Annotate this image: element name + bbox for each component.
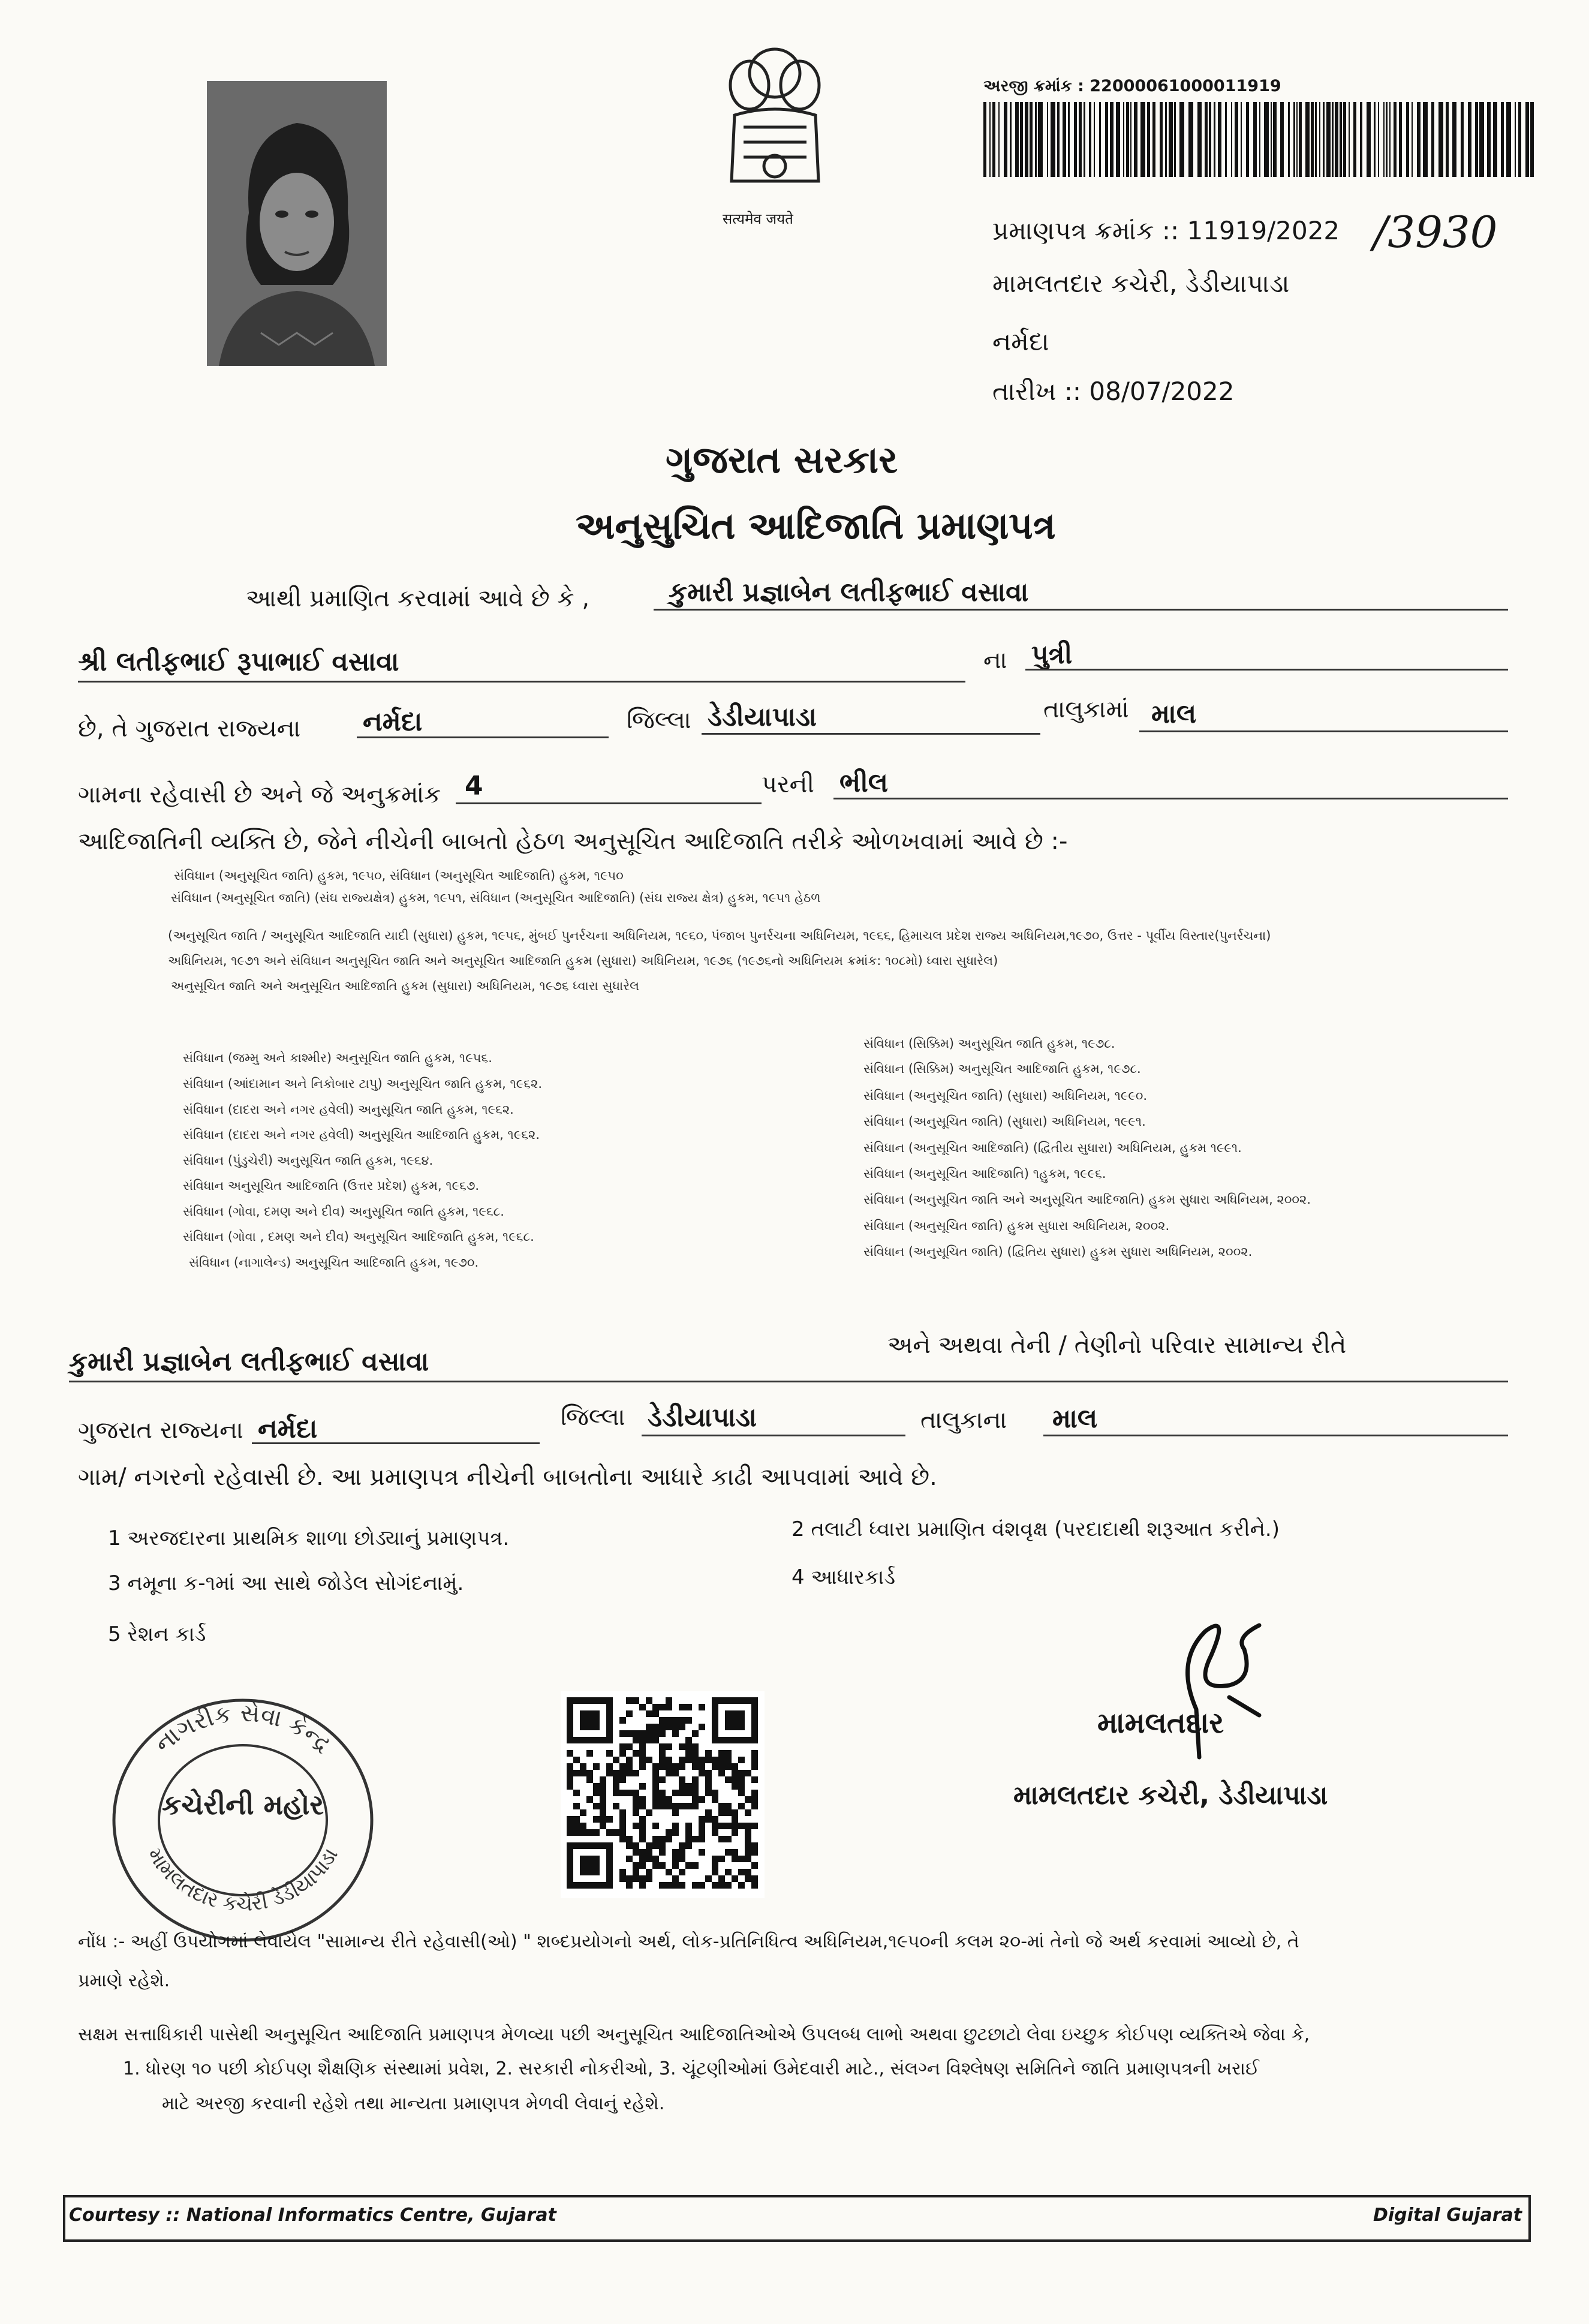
order-line: સંવિધાન (ગોવા, દમણ અને દીવ) અનુસૂચિત જાતિ હુકમ, ૧૯૬૮.: [183, 1204, 504, 1219]
svg-text:મામલતદાર કચેરી ડેડીયાપાડા: [143, 1844, 343, 1916]
underline: [1025, 669, 1508, 671]
underline: [252, 1442, 540, 1444]
government-title: ગુજરાત સરકાર: [666, 438, 898, 482]
basis-text: ગામ/ નગરનો રહેવાસી છે. આ પ્રમાણપત્ર નીચેની બાબતોના આધારે કાઢી આપવામાં આવે છે.: [78, 1463, 937, 1491]
intro-text: આથી પ્રમાણિત કરવામાં આવે છે કે ,: [246, 585, 590, 612]
order-line: સંવિધાન (અનુસૂચિત આદિજાતિ) ૧હુકમ, ૧૯૯૬.: [863, 1166, 1106, 1181]
office-stamp: [99, 1685, 387, 1949]
barcode: [983, 102, 1535, 177]
underline: [654, 609, 1508, 611]
underline: [1043, 1435, 1508, 1436]
order-line: અધિનિયમ, ૧૯૭૧ અને સંવિધાન અનુસૂચિત જાતિ અને અનુસૂચિત આદિજાતિ હુકમ (સુધારા) અધિનિયમ, ૧૯૭૬ (૧૯૭૬નો અધિનિયમ ક્રમાંક: ૧૦૮મો) ધ્વારા સુધારેલ): [168, 954, 998, 968]
order-line: સંવિધાન (જમ્મુ અને કાશ્મીર) અનુસૂચિત જાતિ હુકમ, ૧૯૫૬.: [183, 1051, 492, 1065]
father-name: શ્રી લતીફભાઈ રૂપાભાઈ વસાવા: [78, 647, 399, 677]
issuing-office: મામલતદાર કચેરી, ડેડીયાપાડા: [992, 269, 1290, 298]
stamp-text-bottom: મામલતદાર કચેરી ડેડીયાપાડા: [142, 1844, 344, 1917]
note-paragraph: માટે અરજી કરવાની રહેશે તથા માન્યતા પ્રમાણપત્ર મેળવી લેવાનું રહેશે.: [162, 2093, 665, 2114]
recognition-text: આદિજાતિની વ્યક્તિ છે, જેને નીચેની બાબતો હેઠળ અનુસૂચિત આદિજાતિ તરીકે ઓળખવામાં આવે છે :-: [78, 828, 1068, 855]
certificate-title: અનુસુચિત આદિજાતિ પ્રમાણપત્ર: [576, 504, 1056, 548]
issue-date: તારીખ :: 08/07/2022: [992, 377, 1235, 406]
order-line: સંવિધાન (નાગાલેન્ડ) અનુસૂચિત આદિજાતિ હુકમ, ૧૯૭૦.: [189, 1255, 479, 1270]
family-district-label: જિલ્લા: [561, 1403, 625, 1431]
note-paragraph: સક્ષમ સત્તાધિકારી પાસેથી અનુસૂચિત આદિજાતિ પ્રમાણપત્ર મેળવ્યા પછી અનુસૂચિત આદિજાતિઓએ ઉપલબ્ધ લાભો અથવા છુટછાટો લેવા ઇચ્છુક કોઈપણ વ્યક્તિએ જેવા કે,: [78, 2024, 1310, 2045]
family-village-value: માલ: [1052, 1403, 1098, 1434]
qr-code: [561, 1691, 765, 1898]
national-emblem: [708, 37, 842, 211]
footer-courtesy: Courtesy :: National Informatics Centre, Gujarat: [69, 2205, 556, 2226]
order-line: સંવિધાન (અનુસૂચિત જાતિ) (સંઘ રાજ્યક્ષેત્ર) હુકમ, ૧૯૫૧, સંવિધાન (અનુસૂચિત આદિજાતિ) (સંઘ રાજ્ય ક્ષેત્ર) હુકમ, ૧૯૫૧ હેઠળ: [171, 891, 821, 905]
applicant-photo: [207, 81, 387, 366]
taluka-value: ડેડીયાપાડા: [708, 702, 817, 732]
signatory-title: મામલતદાર: [1097, 1706, 1224, 1740]
relation: પુત્રી: [1031, 639, 1073, 670]
document-item: 5 રેશન કાર્ડ: [108, 1622, 206, 1646]
footer-digital-gujarat: Digital Gujarat: [1373, 2205, 1522, 2226]
stamp-text-center: કચેરીની મહોર: [161, 1788, 324, 1821]
order-line: સંવિધાન (ગોવા , દમણ અને દીવ) અનુસૂચિત આદિજાતિ હુકમ, ૧૯૬૮.: [183, 1229, 534, 1244]
order-line: સંવિધાન (દાદરા અને નગર હવેલી) અનુસૂચિત આદિજાતિ હુકમ, ૧૯૬૨.: [183, 1128, 540, 1142]
signature: [1139, 1589, 1295, 1769]
family-taluka-label: તાલુકાના: [920, 1406, 1007, 1434]
note-line: પ્રમાણે રહેશે.: [78, 1970, 170, 1991]
family-district-value: નર્મદા: [258, 1414, 318, 1444]
order-line: સંવિધાન (અનુસૂચિત જાતિ) (સુધારા) અધિનિયમ, ૧૯૯૦.: [863, 1089, 1148, 1103]
order-line: સંવિધાન (આંદામાન અને નિકોબાર ટાપુ) અનુસૂચિત જાતિ હુકમ, ૧૯૬૨.: [183, 1077, 543, 1091]
note-paragraph: 1. ધોરણ ૧૦ પછી કોઈપણ શૈક્ષણિક સંસ્થામાં પ્રવેશ, 2. સરકારી નોકરીઓ, 3. ચૂંટણીઓમાં ઉમેદવારી માટે., સંલગ્ન વિશ્લેષણ સમિતિને જાતિ પ્રમાણપત્રની ખરાઈ: [123, 2058, 1260, 2079]
on-label: પરની: [762, 771, 814, 798]
document-item: 4 આધારકાર્ડ: [792, 1565, 895, 1589]
underline: [357, 736, 609, 738]
order-line: સંવિધાન (દાદરા અને નગર હવેલી) અનુસૂચિત જાતિ હુકમ, ૧૯૬૨.: [183, 1102, 514, 1117]
district-label: જિલ્લા: [627, 706, 691, 734]
family-label: અને અથવા તેની / તેણીનો પરિવાર સામાન્ય રીતે: [887, 1331, 1347, 1359]
order-line: સંવિધાન (સિક્કિમ) અનુસૂચિત જાતિ હુકમ, ૧૯૭૮.: [863, 1036, 1115, 1051]
order-line: સંવિધાન (અનુસૂચિત જાતિ) (દ્વિતિય સુધારા) હુકમ સુધારા અધિનિયમ, ૨૦૦૨.: [863, 1244, 1253, 1259]
underline: [69, 1381, 1508, 1382]
serial-value: 4: [465, 771, 483, 801]
document-item: 2 તલાટી ધ્વારા પ્રમાણિત વંશવૃક્ષ (પરદાદાથી શરૂઆત કરીને.): [792, 1517, 1280, 1541]
family-state-label: ગુજરાત રાજ્યના: [78, 1417, 243, 1444]
order-line: અનુસૂચિત જાતિ અને અનુસૂચિત આદિજાતિ હુકમ (સુધારા) અધિનિયમ, ૧૯૭૬ ધ્વારા સુધારેલ: [171, 979, 639, 993]
underline: [78, 681, 965, 683]
underline: [833, 798, 1508, 799]
taluka-label: તાલુકામાં: [1043, 696, 1129, 723]
stamp-text-top: નાગરીક સેવા કેન્દ્ર: [149, 1699, 337, 1758]
of-label: ના: [983, 647, 1007, 674]
application-number: અરજી ક્રમાંક : 22000061000011919: [983, 77, 1281, 95]
issuing-district: નર્મદા: [992, 327, 1049, 356]
signatory-office: મામલતદાર કચેરી, ડેડીયાપાડા: [1013, 1780, 1328, 1811]
order-line: (અનુસૂચિત જાતિ / અનુસૂચિત આદિજાતિ યાદી (સુધારા) હુકમ, ૧૯૫૬, મુંબઈ પુનર્રચના અધિનિયમ, ૧૯૬૦, પંજાબ પુનર્રચના અધિનિયમ, ૧૯૬૬, હિમાચલ પ્રદેશ રાજ્ય અધિનિયમ,૧૯૭૦, ઉત્તર - પૂર્વીય વિસ્તાર(પુનર્રચના): [168, 928, 1271, 943]
applicant-name: કુમારી પ્રજ્ઞાબેન લતીફભાઈ વસાવા: [669, 577, 1029, 608]
underline: [456, 802, 762, 804]
document-item: 3 નમૂના ક-૧માં આ સાથે જોડેલ સોગંદનામું.: [108, 1571, 464, 1595]
note-line: નોંધ :- અહીં ઉપયોગમાં લેવાયેલ "સામાન્ય રીતે રહેવાસી(ઓ) " શબ્દપ્રયોગનો અર્થ, લોક-પ્રતિનિધિત્વ અધિનિયમ,૧૯૫૦ની કલમ ૨૦-માં તેનો જે અર્થ કરવામાં આવ્યો છે, તે: [78, 1931, 1299, 1952]
emblem-motto: सत्यमेव जयते: [723, 211, 793, 227]
order-line: સંવિધાન (અનુસૂચિત આદિજાતિ) (દ્વિતીય સુધારા) અધિનિયમ, હુકમ ૧૯૯૧.: [863, 1141, 1242, 1155]
handwritten-number: /3930: [1373, 207, 1498, 257]
resident-label: ગામના રહેવાસી છે અને જે અનુક્રમાંક: [78, 781, 441, 808]
underline: [1139, 730, 1508, 732]
underline: [702, 733, 1040, 735]
order-line: સંવિધાન (અનુસૂચિત જાતિ) (સુધારા) અધિનિયમ, ૧૯૯૧.: [863, 1114, 1146, 1129]
certificate-number: પ્રમાણપત્ર ક્રમાંક :: 11919/2022: [992, 216, 1340, 245]
tribe-value: ભીલ: [839, 768, 889, 798]
order-line: સંવિધાન (સિક્કિમ) અનુસૂચિત આદિજાતિ હુકમ, ૧૯૭૮.: [863, 1062, 1141, 1076]
family-name: કુમારી પ્રજ્ઞાબેન લતીફભાઈ વસાવા: [69, 1346, 429, 1377]
order-line: સંવિધાન (અનુસૂચિત જાતિ અને અનુસૂચિત આદિજાતિ) હુકમ સુધારા અધિનિયમ, ૨૦૦૨.: [863, 1192, 1311, 1207]
order-line: સંવિધાન અનુસૂચિત આદિજાતિ (ઉત્તર પ્રદેશ) હુકમ, ૧૯૬૭.: [183, 1178, 480, 1193]
order-line: સંવિધાન (અનુસૂચિત જાતિ) હુકમ સુધારા અધિનિયમ, ૨૦૦૨.: [863, 1219, 1170, 1233]
district-value: નર્મદા: [363, 706, 423, 737]
order-line: સંવિધાન (અનુસૂચિત જાતિ) હુકમ, ૧૯૫૦, સંવિધાન (અનુસૂચિત આદિજાતિ) હુકમ, ૧૯૫૦: [174, 868, 624, 883]
svg-text:નાગરીક સેવા કેન્દ્ર: [149, 1699, 336, 1758]
order-line: સંવિધાન (પુંડુચેરી) અનુસૂચિત જાતિ હુકમ, ૧૯૬૪.: [183, 1153, 434, 1168]
underline: [642, 1435, 905, 1436]
state-label: છે, તે ગુજરાત રાજ્યના: [78, 715, 301, 742]
document-item: 1 અરજદારના પ્રાથમિક શાળા છોડ્યાનું પ્રમાણપત્ર.: [108, 1526, 510, 1550]
village-value: માલ: [1151, 699, 1197, 729]
family-taluka-value: ડેડીયાપાડા: [648, 1402, 757, 1433]
